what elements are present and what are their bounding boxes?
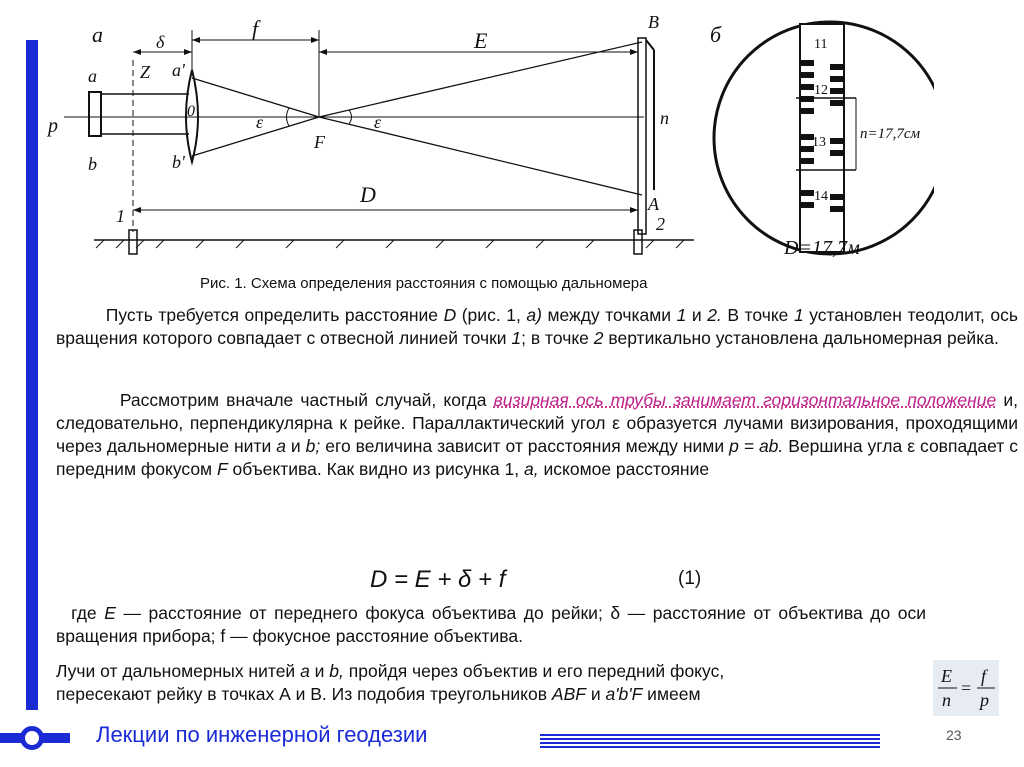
label-panel-a: а xyxy=(92,22,103,47)
footer-title: Лекции по инженерной геодезии xyxy=(96,722,428,747)
label-b: b xyxy=(88,154,97,174)
label-eps-left: ε xyxy=(256,112,264,132)
label-n: n xyxy=(660,108,669,128)
ratio-n: n xyxy=(942,690,951,710)
rangefinder-diagram xyxy=(44,0,934,272)
label-a: a xyxy=(88,66,97,86)
label-B: B xyxy=(648,12,659,32)
label-point-2: 2 xyxy=(656,214,665,234)
figure-caption: Рис. 1. Схема определения расстояния с помощью дальномера xyxy=(200,275,648,292)
staff-12: 12 xyxy=(814,83,828,98)
label-Z: Z xyxy=(140,62,151,82)
label-n-value: n=17,7см xyxy=(860,126,921,142)
distance-formula: D = E + δ + f xyxy=(370,566,506,593)
formula-number: (1) xyxy=(678,568,702,589)
staff-14: 14 xyxy=(814,189,828,204)
label-f: f xyxy=(252,16,259,41)
left-accent-bar xyxy=(26,40,38,710)
staff-11: 11 xyxy=(814,37,828,52)
footer-stripes xyxy=(540,734,880,748)
label-F: F xyxy=(314,132,325,152)
paragraph-3: где E — расстояние от переднего фокуса объектива до рейки; δ — расстояние от объектива до оси вращения прибора; f — фокусное расстояние объектива. xyxy=(56,603,926,646)
label-a-prime: a' xyxy=(172,60,185,80)
label-A: A xyxy=(648,194,659,214)
page-number: 23 xyxy=(946,727,962,743)
staff-13: 13 xyxy=(812,135,826,150)
ratio-p: p xyxy=(980,690,989,710)
label-E: E xyxy=(474,28,488,53)
ratio-formula xyxy=(933,660,999,716)
label-D-value: D=17,7м xyxy=(784,237,860,259)
label-p: p xyxy=(48,115,58,137)
label-D: D xyxy=(360,182,376,207)
ratio-eq: = xyxy=(961,678,972,698)
label-b-prime: b' xyxy=(172,152,185,172)
paragraph-1: Пусть требуется определить расстояние D (рис. 1, а) между точками 1 и 2. В точке 1 установлен теодолит, ось вращения которого совпадает с отвесной линией точки 1; в точке 2 вертикально установлена дальномерная рейка. xyxy=(56,305,1019,348)
highlighted-term: визирная ось трубы занимает горизонтальное положение xyxy=(493,390,997,410)
label-panel-b: б xyxy=(710,22,722,47)
ratio-E: E xyxy=(941,666,952,686)
paragraph-2: Рассмотрим вначале частный случай, когда визирная ось трубы занимает горизонтальное положение и, следовательно, перпендикулярна к рейке. Параллактический угол ε образуется лучами визирования, проходящими через дальномерные нити а и b; его величина зависит от расстояния между ними р = аb. Вершина угла ε совпадает с передним фокусом F объектива. Как видно из рисунка 1, а, искомое расстояние xyxy=(56,390,1018,479)
paragraph-4: Лучи от дальномерных нитей а и b, пройдя через объектив и его передний фокус, пересекают рейку в точках А и В. Из подобия треугольников ABF и a'b'F имеем xyxy=(56,661,725,704)
accent-node-icon xyxy=(20,726,44,750)
label-delta: δ xyxy=(156,32,165,52)
ratio-f: f xyxy=(981,666,987,686)
label-eps-right: ε xyxy=(374,112,382,132)
label-point-1: 1 xyxy=(116,206,125,226)
label-O: 0 xyxy=(187,103,195,120)
